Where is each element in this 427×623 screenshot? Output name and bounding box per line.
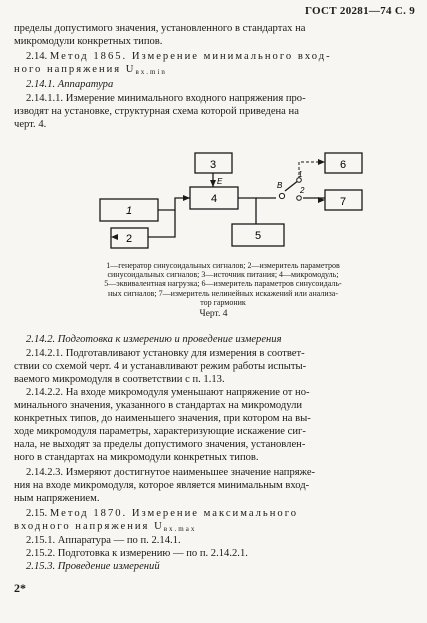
switch-position-1: 1	[298, 170, 303, 179]
switch-label: B	[277, 181, 283, 190]
text-line: конкретных типов, до наименьшего значения, при котором на вы-	[14, 413, 311, 424]
supply-label: E	[217, 177, 223, 186]
block-3-label: 3	[209, 159, 217, 171]
text-line: ния на входе микромодуля, которое является минимальным вход-	[14, 480, 310, 491]
subsection-heading: 2.14.2. Подготовка к измерению и проведение измерения	[26, 334, 282, 345]
text-line: ствии со схемой черт. 4 и устанавливают режим работы испыты-	[14, 361, 307, 372]
section-heading-2-14	[26, 50, 332, 63]
text-line: 2.14.1.1. Измерение минимального входного напряжения про-	[26, 93, 306, 104]
block-6-label: 6	[339, 159, 347, 171]
text-line: ным напряжением.	[14, 493, 100, 504]
switch-position-2: 2	[300, 186, 305, 195]
text-line: ваемого микромодуля в соответствии с п. 1.13.	[14, 374, 225, 385]
text-line: черт. 4.	[14, 119, 47, 130]
text-line: нала, не выходят за пределы допустимого значения, установлен-	[14, 439, 306, 450]
section-title: Метод 1870. Измерение максимального	[49, 508, 299, 519]
page-footer: 2*	[14, 581, 26, 595]
block-diagram	[0, 140, 427, 260]
text-line: ного в стандартах на микромодули конкретных типов.	[14, 452, 259, 463]
section-number: 2.14.	[26, 51, 48, 62]
text-line: 2.14.2.1. Подготавливают установку для измерения в соответ-	[26, 348, 305, 359]
text-line: 2.14.2.3. Измеряют достигнутое наименьшее значение напряже-	[26, 467, 316, 478]
text-line: 2.15.2. Подготовка к измерению — по п. 2.14.2.1.	[26, 548, 248, 559]
subsection-heading: 2.14.1. Аппаратура	[26, 79, 114, 90]
text-line: 2.14.2.2. На входе микромодуля уменьшают напряжение от но-	[26, 387, 310, 398]
figure-caption: Черт. 4	[199, 309, 228, 319]
block-1-label: 1	[125, 205, 133, 217]
section-title-cont: входного напряжения $U_{вх.max}$	[14, 521, 197, 533]
section-title-cont: ного напряжения $U_{вх.min}$	[14, 64, 167, 76]
text-line: ходе микромодуля параметры, характеризующие искажение сиг-	[14, 426, 306, 437]
section-number: 2.15.	[26, 508, 48, 519]
block-4-label: 4	[210, 193, 218, 205]
page-header: ГОСТ 20281—74 С. 9	[304, 5, 415, 17]
section-heading-2-15	[26, 507, 298, 520]
text-line: пределы допустимого значения, установленного в стандартах на	[14, 23, 306, 34]
section-title: Метод 1865. Измерение минимального вход-	[49, 51, 332, 62]
text-line: минального значения, указанного в стандартах на микромодули	[14, 400, 303, 411]
block-5-label: 5	[254, 230, 262, 242]
text-line: 2.15.1. Аппаратура — по п. 2.14.1.	[26, 535, 181, 546]
figure-legend: 1—генератор синусоидальных сигналов; 2—измеритель параметров синусоидальных сигналов; 3—источник питания; 4—микромодуль; 5—эквивалентная нагрузка; 6—измеритель параметров синусоидаль- ных сигналов; 7—измеритель нелинейных искажений или анализа- тор гармоник	[104, 261, 342, 307]
block-2-label: 2	[125, 233, 133, 245]
subsection-heading: 2.15.3. Проведение измерений	[26, 561, 160, 572]
text-line: изводят на установке, структурная схема которой приведена на	[14, 106, 299, 117]
text-line: микромодули конкретных типов.	[14, 36, 163, 47]
block-7-label: 7	[339, 196, 347, 208]
